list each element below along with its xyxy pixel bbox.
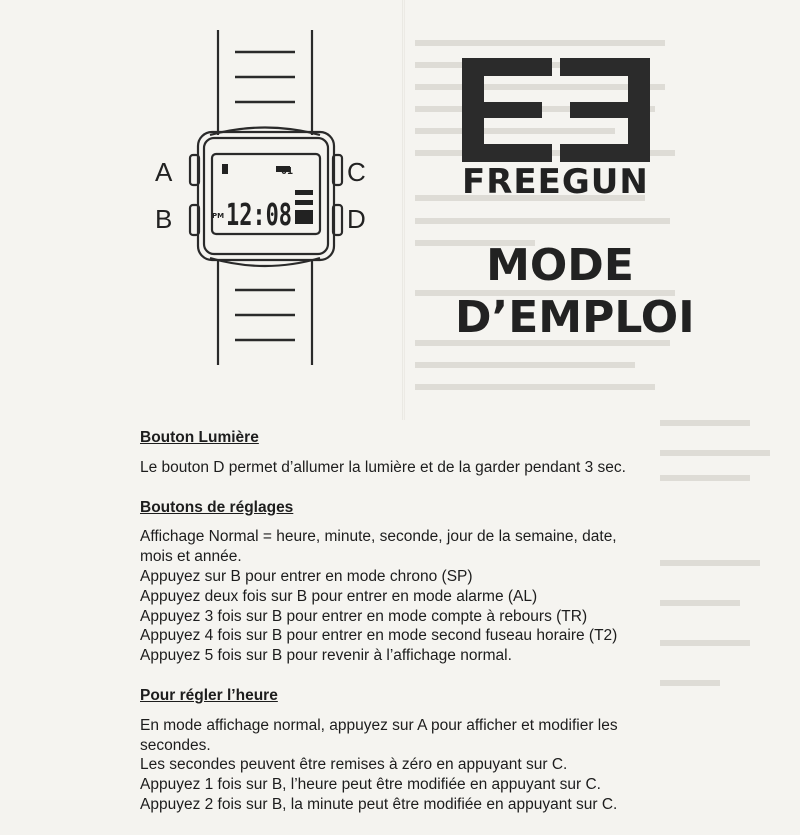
text-line: Affichage Normal = heure, minute, seconde, jour de la semaine, date, <box>140 528 617 546</box>
label-button-b: B <box>155 204 173 234</box>
text-line: Le bouton D permet d’allumer la lumière et de la garder pendant 3 sec. <box>140 458 626 476</box>
manual-title-line1: MODE <box>486 240 634 291</box>
label-button-a: A <box>155 157 173 187</box>
label-button-c: C <box>347 157 366 187</box>
logo-graphic <box>462 58 650 168</box>
freegun-logo-mark <box>462 58 650 168</box>
text-line: mois et année. <box>140 548 242 566</box>
text-line: Appuyez 4 fois sur B pour entrer en mode second fuseau horaire (T2) <box>140 627 618 645</box>
watch-case <box>198 132 334 260</box>
text-line: Appuyez 5 fois sur B pour revenir à l’affichage normal. <box>140 647 512 665</box>
text-line: Appuyez 1 fois sur B, l’heure peut être modifiée en appuyant sur C. <box>140 776 601 794</box>
label-button-d: D <box>347 204 366 234</box>
watch-bezel <box>204 138 328 254</box>
section-light-button <box>140 428 660 478</box>
watch-time-text: 12:08 <box>226 198 292 233</box>
section-set-time <box>140 686 660 815</box>
section-heading: Boutons de réglages <box>140 498 294 516</box>
section-heading: Bouton Lumière <box>140 429 259 446</box>
manual-title-line2: D’EMPLOI <box>455 292 695 343</box>
watch-pm-indicator: PM <box>212 212 225 220</box>
text-line: Appuyez 2 fois sur B, la minute peut être modifiée en appuyant sur C. <box>140 795 618 813</box>
watch-strap-top-edges <box>218 30 312 135</box>
watch-seconds-text: 01 <box>281 166 294 177</box>
manual-title <box>455 240 695 344</box>
section-settings-buttons <box>140 498 660 666</box>
section-heading: Pour régler l’heure <box>140 686 278 704</box>
text-line: Appuyez sur B pour entrer en mode chrono (SP) <box>140 567 473 585</box>
watch-drawing <box>150 20 380 380</box>
watch-illustration <box>150 20 380 380</box>
instructions <box>140 428 660 835</box>
watch-strap-bottom-edges <box>218 260 312 365</box>
brand-name: FREEGUN <box>462 162 649 202</box>
text-line: secondes. <box>140 736 211 754</box>
text-line: Appuyez 3 fois sur B pour entrer en mode compte à rebours (TR) <box>140 607 588 625</box>
text-line: Appuyez deux fois sur B pour entrer en mode alarme (AL) <box>140 587 538 605</box>
text-line: En mode affichage normal, appuyez sur A pour afficher et modifier les <box>140 716 618 734</box>
text-line: Les secondes peuvent être remises à zéro en appuyant sur C. <box>140 756 568 774</box>
